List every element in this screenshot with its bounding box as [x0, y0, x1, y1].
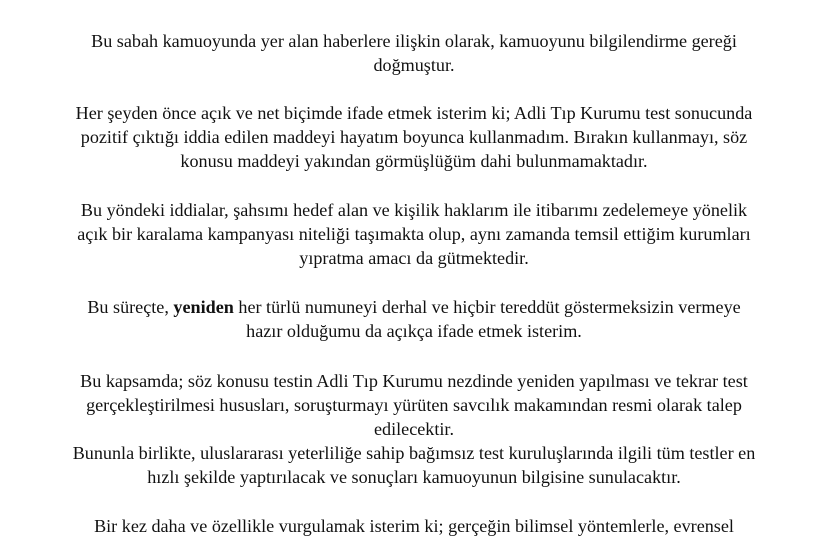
paragraph-3-line-2: açık bir karalama kampanyası niteliği taşımakta olup, aynı zamanda temsil ettiğim kurumları — [77, 224, 751, 244]
paragraph-2-line-1: Her şeyden önce açık ve net biçimde ifade etmek isterim ki; Adli Tıp Kurumu test sonucunda — [75, 103, 753, 123]
paragraph-2-line-3: konusu maddeyi yakından görmüşlüğüm dahi bulunmamaktadır. — [180, 151, 648, 171]
paragraph-1-line-1: Bu sabah kamuoyunda yer alan haberlere ilişkin olarak, kamuoyunu bilgilendirme gereği — [91, 31, 737, 51]
paragraph-5-line-1: Bu kapsamda; söz konusu testin Adli Tıp Kurumu nezdinde yeniden yapılması ve tekrar test — [80, 371, 748, 391]
paragraph-3-line-3: yıpratma amacı da gütmektedir. — [299, 248, 529, 268]
paragraph-4-line-2: hazır olduğumu da açıkça ifade etmek isterim. — [246, 321, 582, 341]
paragraph-1-line-2: doğmuştur. — [373, 55, 455, 75]
paragraph-4-line-1 — [0, 295, 828, 319]
paragraph-6-line-1: Bununla birlikte, uluslararası yeterliliğe sahip bağımsız test kuruluşlarında ilgili tüm testler en — [72, 443, 756, 463]
paragraph-6-line-2: hızlı şekilde yaptırılacak ve sonuçları kamuoyunun bilgisine sunulacaktır. — [147, 467, 681, 487]
paragraph-2-line-2: pozitif çıktığı iddia edilen maddeyi hayatım boyunca kullanmadım. Bırakın kullanmayı, söz — [80, 127, 748, 147]
paragraph-3-line-1: Bu yöndeki iddialar, şahsımı hedef alan ve kişilik haklarım ile itibarımı zedelemeye yönelik — [80, 200, 748, 220]
emphasis-word: yeniden — [173, 297, 234, 317]
paragraph-5-line-2: gerçekleştirilmesi hususları, soruşturmayı yürüten savcılık makamından resmi olarak talep — [86, 395, 742, 415]
paragraph-4-text-a: Bu süreçte, — [87, 297, 169, 317]
paragraph-4-text-b: her türlü numuneyi derhal ve hiçbir tereddüt göstermeksizin vermeye — [238, 297, 741, 317]
paragraph-5-line-3: edilecektir. — [373, 419, 454, 439]
paragraph-7-line-1: Bir kez daha ve özellikle vurgulamak isterim ki; gerçeğin bilimsel yöntemlerle, evrensel — [94, 516, 734, 536]
